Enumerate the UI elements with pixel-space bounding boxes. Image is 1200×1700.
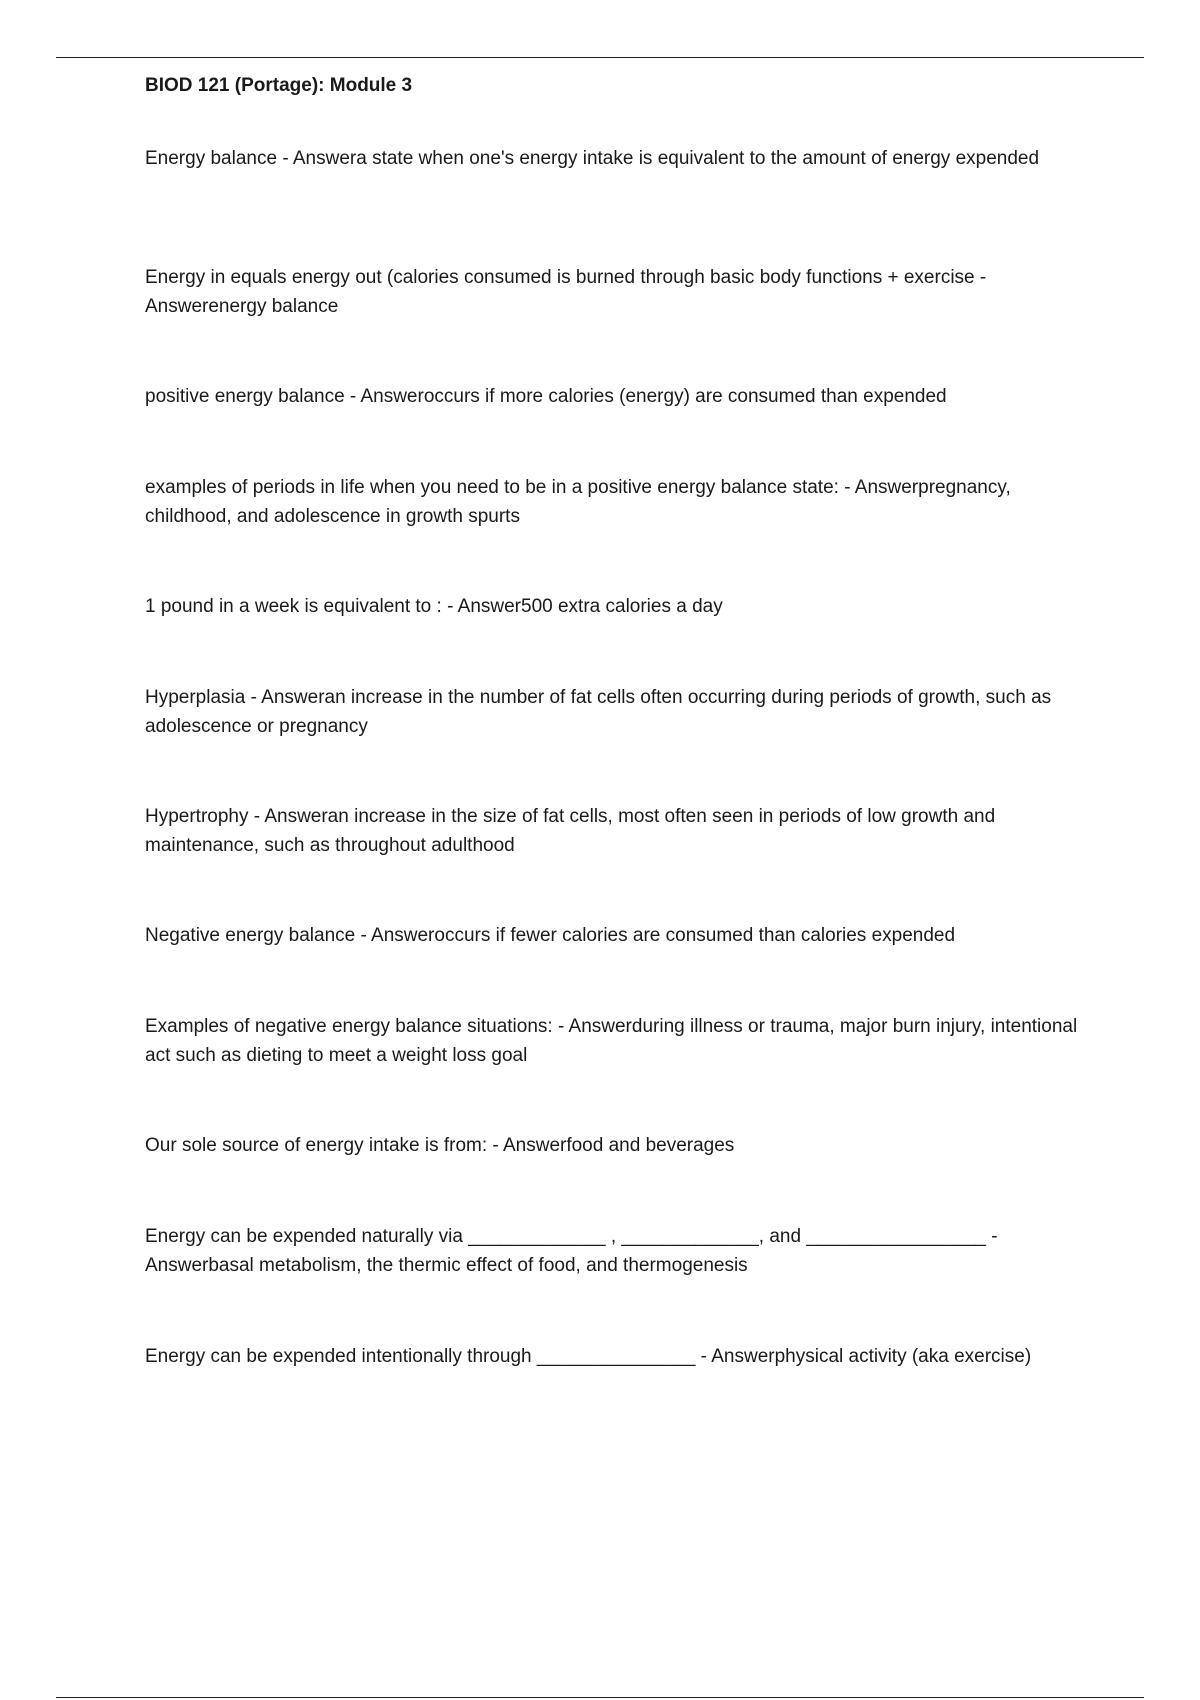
- flashcard-entry-10: Our sole source of energy intake is from: - Answerfood and beverages: [145, 1135, 735, 1156]
- footer-rule: [56, 1697, 1144, 1698]
- flashcard-entry-9: Examples of negative energy balance situations: - Answerduring illness or trauma, major burn injury, intentional act such as dieting to meet a weight loss goal: [145, 1016, 1078, 1066]
- flashcard-entry-3: positive energy balance - Answeroccurs if more calories (energy) are consumed than expended: [145, 386, 947, 407]
- flashcard-entry-8: Negative energy balance - Answeroccurs if fewer calories are consumed than calories expended: [145, 925, 956, 946]
- flashcard-entry-4: examples of periods in life when you need to be in a positive energy balance state: - Answerpregnancy, childhood, and adolescence in growth spurts: [145, 477, 1011, 527]
- flashcard-entry-6: Hyperplasia - Answeran increase in the number of fat cells often occurring during periods of growth, such as adolescence or pregnancy: [145, 687, 1052, 737]
- flashcard-entry-5: 1 pound in a week is equivalent to : - Answer500 extra calories a day: [145, 596, 723, 617]
- header-rule: [56, 57, 1144, 58]
- flashcard-entry-7: Hypertrophy - Answeran increase in the size of fat cells, most often seen in periods of low growth and maintenance, such as throughout adulthood: [145, 806, 996, 856]
- flashcard-entry-12: Energy can be expended intentionally through _______________ - Answerphysical activity (aka exercise): [145, 1346, 1032, 1367]
- flashcard-entry-1: Energy balance - Answera state when one's energy intake is equivalent to the amount of energy expended: [145, 148, 1040, 169]
- document-body: [145, 72, 1090, 1367]
- flashcard-entry-2: Energy in equals energy out (calories consumed is burned through basic body functions + exercise - Answerenergy balance: [145, 267, 987, 317]
- document-title: BIOD 121 (Portage): Module 3: [145, 75, 413, 96]
- flashcard-entry-11: Energy can be expended naturally via _____________ , _____________, and _________________ - Answerbasal metabolism, the thermic effect of food, and thermogenesis: [145, 1226, 998, 1276]
